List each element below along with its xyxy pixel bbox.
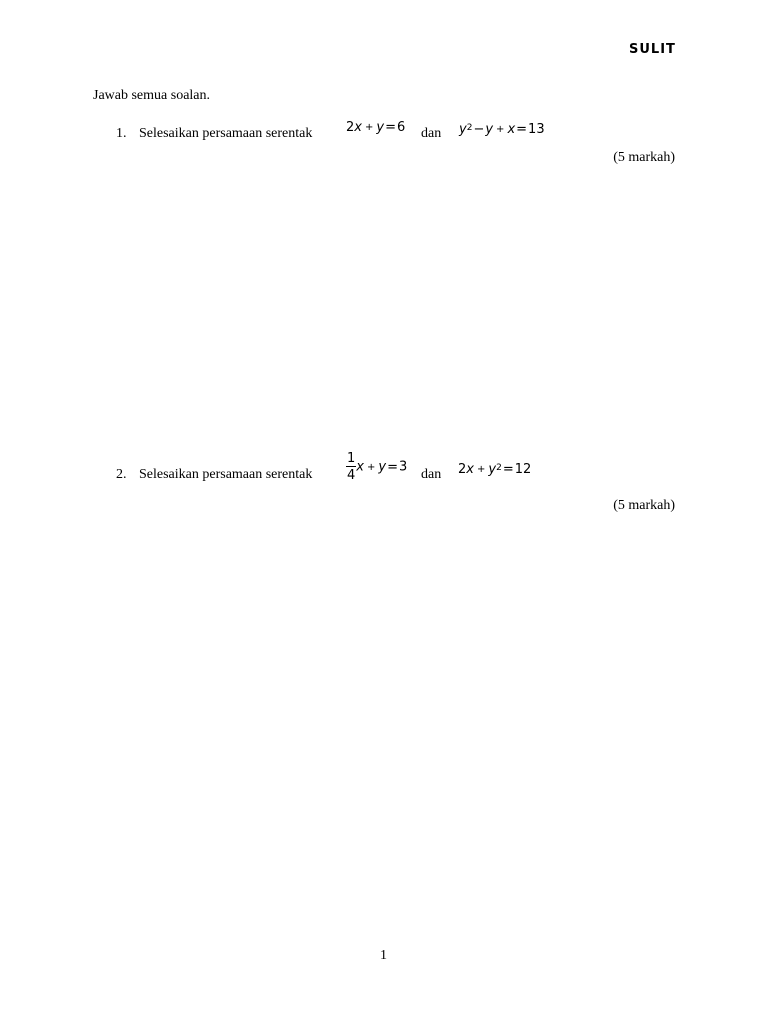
q1-eq2-minus: − xyxy=(473,122,485,137)
q1-eq2-constant: 13 xyxy=(528,122,545,137)
q1-eq1-var-y: y xyxy=(376,120,385,135)
question-2-number: 2. xyxy=(116,467,127,482)
q2-eq2-plus: + xyxy=(476,464,486,475)
q2-eq1-var-y: y xyxy=(378,459,387,475)
q1-eq1-var-x: x xyxy=(354,120,362,135)
q2-eq1-plus: + xyxy=(366,461,376,473)
question-1-equation-2 xyxy=(459,122,545,137)
q1-eq1-constant: 6 xyxy=(396,120,406,135)
q2-eq1-numerator: 1 xyxy=(347,451,356,466)
q1-eq2-var-y: y xyxy=(459,122,467,137)
question-2-connector: dan xyxy=(421,467,442,482)
question-1-number: 1. xyxy=(116,126,127,141)
q1-eq2-plus: + xyxy=(496,124,505,135)
q2-eq2-equals: = xyxy=(502,462,514,477)
q2-eq2-exponent: 2 xyxy=(496,463,502,473)
q2-eq2-var-y: y xyxy=(488,462,497,477)
q1-eq2-var-y2: y xyxy=(485,122,494,137)
q2-eq2-coefficient: 2 xyxy=(458,462,467,477)
q2-eq1-var-x: x xyxy=(356,459,364,475)
q1-eq1-coefficient: 2 xyxy=(346,120,355,135)
q2-eq1-fraction xyxy=(346,452,356,482)
question-2-equation-2 xyxy=(458,462,531,477)
question-1-connector: dan xyxy=(421,126,442,141)
question-2-text: Selesaikan persamaan serentak xyxy=(139,467,313,482)
q2-eq2-constant: 12 xyxy=(514,462,532,477)
page-number: 1 xyxy=(380,948,387,963)
q2-eq1-constant: 3 xyxy=(398,459,408,475)
question-1-equation-1 xyxy=(346,120,405,135)
q2-eq1-equals: = xyxy=(387,459,398,475)
question-1-marks: (5 markah) xyxy=(613,150,675,165)
q1-eq1-plus: + xyxy=(364,122,374,133)
q2-eq1-denominator: 4 xyxy=(347,468,356,483)
q1-eq1-equals: = xyxy=(385,120,396,135)
classification-label: SULIT xyxy=(629,42,676,57)
instruction-text: Jawab semua soalan. xyxy=(93,88,211,103)
question-1-text: Selesaikan persamaan serentak xyxy=(139,126,313,141)
question-2-equation-1 xyxy=(346,452,407,482)
q2-eq2-var-x: x xyxy=(466,462,474,477)
q1-eq2-equals: = xyxy=(516,122,528,137)
question-2-marks: (5 markah) xyxy=(613,498,675,513)
q1-eq2-exponent: 2 xyxy=(466,123,473,133)
q1-eq2-var-x: x xyxy=(507,122,516,137)
